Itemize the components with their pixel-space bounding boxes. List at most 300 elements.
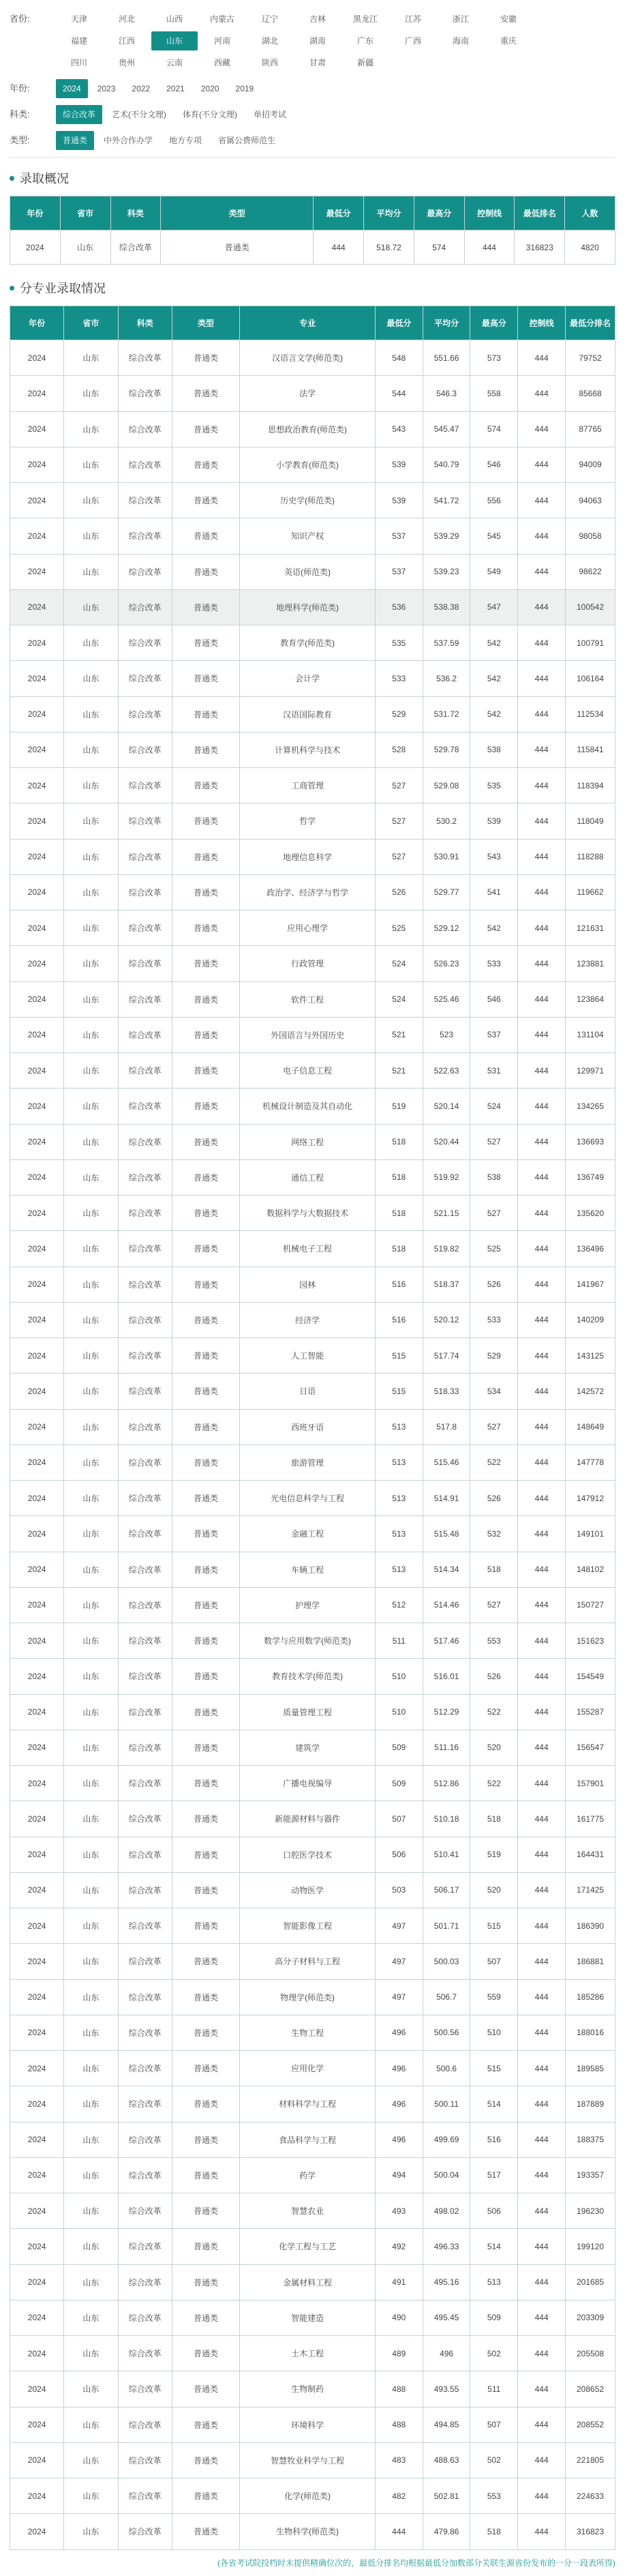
- table-cell: 141967: [566, 1267, 615, 1302]
- table-cell: 2024: [10, 1374, 64, 1409]
- province-filter: [10, 10, 615, 75]
- table-cell: 444: [518, 1908, 566, 1944]
- table-cell: 553: [470, 2478, 518, 2514]
- table-cell: 500.04: [423, 2157, 470, 2193]
- table-cell: 149101: [566, 1516, 615, 1552]
- table-cell: 539.23: [423, 554, 470, 589]
- table-cell: 509: [375, 1766, 423, 1801]
- table-cell: 201685: [566, 2264, 615, 2300]
- table-cell: 147778: [566, 1445, 615, 1480]
- table-cell: 普通类: [172, 589, 239, 625]
- table-cell: 2024: [10, 483, 64, 518]
- table-row: [10, 1409, 615, 1445]
- table-cell: 444: [518, 946, 566, 981]
- table-row: [10, 1231, 615, 1267]
- table-cell: 山东: [64, 625, 118, 661]
- table-cell: 综合改革: [118, 2193, 172, 2229]
- table-cell: 普通类: [172, 1445, 239, 1480]
- province-option[interactable]: 四川: [70, 58, 87, 68]
- table-cell: 507: [375, 1801, 423, 1837]
- table-cell: 2024: [10, 1516, 64, 1552]
- table-cell: 224633: [566, 2478, 615, 2514]
- table-cell: 497: [375, 1944, 423, 1979]
- table-cell: 531.72: [423, 696, 470, 732]
- table-row: [10, 839, 615, 874]
- table-cell: 通信工程: [240, 1159, 376, 1195]
- province-option[interactable]: 新疆: [356, 58, 374, 68]
- table-cell: 数学与应用数学(师范类): [240, 1623, 376, 1659]
- table-cell: 普通类: [172, 2051, 239, 2086]
- table-cell: 444: [518, 2229, 566, 2264]
- table-cell: 518.37: [423, 1267, 470, 1302]
- table-cell: 综合改革: [118, 1552, 172, 1587]
- table-cell: 药学: [240, 2157, 376, 2193]
- subject-option[interactable]: 单招考试: [254, 110, 287, 119]
- table-cell: 444: [518, 2478, 566, 2514]
- table-cell: 生物科学(师范类): [240, 2514, 376, 2549]
- table-cell: 500.03: [423, 1944, 470, 1979]
- table-cell: 山东: [64, 2015, 118, 2050]
- table-cell: 208552: [566, 2407, 615, 2442]
- table-cell: 522: [470, 1694, 518, 1730]
- province-option[interactable]: 山东: [151, 31, 198, 50]
- table-cell: 444: [518, 1516, 566, 1552]
- table-cell: 工商管理: [240, 768, 376, 803]
- table-row: [10, 625, 615, 661]
- table-cell: 2024: [10, 1979, 64, 2015]
- province-option[interactable]: 辽宁: [261, 14, 278, 24]
- majors-header-cell: 控制线: [518, 306, 566, 340]
- table-row: [10, 2478, 615, 2514]
- table-cell: 444: [518, 1196, 566, 1231]
- table-cell: 531: [470, 1053, 518, 1089]
- table-cell: 556: [470, 483, 518, 518]
- table-cell: 510: [375, 1659, 423, 1694]
- table-cell: 教育学(师范类): [240, 625, 376, 661]
- table-cell: 529.08: [423, 768, 470, 803]
- table-cell: 2024: [10, 1231, 64, 1267]
- province-option[interactable]: 江西: [118, 36, 135, 46]
- province-option[interactable]: 吉林: [309, 14, 326, 24]
- table-cell: 535: [470, 768, 518, 803]
- table-cell: 日语: [240, 1374, 376, 1409]
- table-cell: 哲学: [240, 803, 376, 839]
- table-cell: 2024: [10, 1159, 64, 1195]
- table-cell: 山东: [64, 1766, 118, 1801]
- table-row: [10, 1908, 615, 1944]
- year-option[interactable]: 2023: [97, 84, 116, 93]
- table-row: [10, 1196, 615, 1231]
- table-cell: 2024: [10, 803, 64, 839]
- table-cell: 综合改革: [118, 340, 172, 376]
- table-cell: 525: [375, 911, 423, 946]
- table-cell: 546: [470, 981, 518, 1017]
- table-cell: 普通类: [172, 696, 239, 732]
- table-cell: 综合改革: [118, 1231, 172, 1267]
- table-cell: 539.29: [423, 518, 470, 554]
- province-option[interactable]: 海南: [452, 36, 469, 46]
- table-cell: 494: [375, 2157, 423, 2193]
- table-cell: 综合改革: [118, 2371, 172, 2407]
- majors-header-cell: 科类: [118, 306, 172, 340]
- table-cell: 普通类: [172, 2193, 239, 2229]
- table-cell: 山东: [64, 1231, 118, 1267]
- province-option[interactable]: 贵州: [118, 58, 135, 68]
- table-cell: 2024: [10, 340, 64, 376]
- province-option[interactable]: 浙江: [452, 14, 469, 24]
- province-option[interactable]: 河北: [118, 14, 135, 24]
- table-cell: 2024: [10, 1302, 64, 1337]
- table-cell: 522.63: [423, 1053, 470, 1089]
- table-cell: 444: [518, 2015, 566, 2050]
- table-cell: 旅游管理: [240, 1445, 376, 1480]
- province-option[interactable]: 安徽: [500, 14, 517, 24]
- summary-cell: 518.72: [364, 231, 414, 265]
- table-cell: 134265: [566, 1089, 615, 1124]
- table-cell: 543: [375, 411, 423, 447]
- table-cell: 444: [518, 411, 566, 447]
- year-option[interactable]: 2021: [166, 84, 185, 93]
- province-option[interactable]: 福建: [70, 36, 87, 46]
- summary-cell: 综合改革: [110, 231, 161, 265]
- table-cell: 综合改革: [118, 1089, 172, 1124]
- table-row: [10, 1552, 615, 1587]
- table-cell: 527: [375, 803, 423, 839]
- table-cell: 444: [518, 2051, 566, 2086]
- table-cell: 2024: [10, 1338, 64, 1374]
- year-option[interactable]: 2024: [56, 79, 88, 98]
- table-cell: 533: [470, 946, 518, 981]
- type-filter-label: 类型:: [10, 135, 30, 145]
- table-cell: 综合改革: [118, 2514, 172, 2549]
- table-cell: 510: [470, 2015, 518, 2050]
- table-cell: 544: [375, 376, 423, 411]
- table-cell: 187889: [566, 2086, 615, 2122]
- year-filter-label: 年份:: [10, 83, 30, 93]
- table-cell: 山东: [64, 1944, 118, 1979]
- subject-options: [56, 105, 574, 127]
- table-row: [10, 1338, 615, 1374]
- table-cell: 山东: [64, 768, 118, 803]
- province-option[interactable]: 内蒙古: [209, 14, 234, 24]
- table-cell: 530.91: [423, 839, 470, 874]
- table-cell: 山东: [64, 2442, 118, 2478]
- table-cell: 历史学(师范类): [240, 483, 376, 518]
- table-cell: 123864: [566, 981, 615, 1017]
- table-cell: 444: [518, 1302, 566, 1337]
- table-cell: 综合改革: [118, 1374, 172, 1409]
- table-row: [10, 1694, 615, 1730]
- type-option[interactable]: 中外合作办学: [104, 136, 153, 145]
- table-cell: 山东: [64, 1196, 118, 1231]
- table-row: [10, 768, 615, 803]
- table-cell: 537: [470, 1017, 518, 1052]
- table-cell: 510.18: [423, 1801, 470, 1837]
- summary-cell: 山东: [60, 231, 110, 265]
- table-cell: 普通类: [172, 981, 239, 1017]
- table-cell: 山东: [64, 1587, 118, 1623]
- table-row: [10, 661, 615, 696]
- table-cell: 513: [375, 1552, 423, 1587]
- table-cell: 551.66: [423, 340, 470, 376]
- table-cell: 444: [518, 376, 566, 411]
- table-cell: 515: [470, 1908, 518, 1944]
- table-cell: 514: [470, 2086, 518, 2122]
- table-cell: 普通类: [172, 732, 239, 767]
- table-cell: 539: [375, 447, 423, 482]
- table-cell: 527: [375, 768, 423, 803]
- table-cell: 491: [375, 2264, 423, 2300]
- province-option[interactable]: 云南: [166, 58, 183, 68]
- table-cell: 527: [470, 1124, 518, 1159]
- table-cell: 185286: [566, 1979, 615, 2015]
- table-cell: 智慧农业: [240, 2193, 376, 2229]
- table-cell: 523: [423, 1017, 470, 1052]
- summary-header-cell: 省市: [60, 196, 110, 231]
- table-cell: 普通类: [172, 946, 239, 981]
- table-cell: 529: [470, 1338, 518, 1374]
- province-option[interactable]: 广东: [356, 36, 374, 46]
- table-cell: 政治学、经济学与哲学: [240, 874, 376, 910]
- table-cell: 普通类: [172, 2157, 239, 2193]
- table-cell: 515: [375, 1374, 423, 1409]
- province-option[interactable]: 黑龙江: [352, 14, 378, 24]
- section-bullet-icon: [10, 286, 14, 291]
- majors-header-cell: 类型: [172, 306, 239, 340]
- table-cell: 2024: [10, 911, 64, 946]
- summary-header-cell: 最高分: [414, 196, 464, 231]
- table-cell: 普通类: [172, 1552, 239, 1587]
- table-cell: 520.14: [423, 1089, 470, 1124]
- province-option[interactable]: 江苏: [404, 14, 421, 24]
- table-cell: 普通类: [172, 1837, 239, 1872]
- table-cell: 444: [518, 2193, 566, 2229]
- table-cell: 444: [518, 1837, 566, 1872]
- majors-header-cell: 平均分: [423, 306, 470, 340]
- table-row: [10, 1872, 615, 1908]
- table-cell: 188375: [566, 2122, 615, 2157]
- table-cell: 444: [518, 768, 566, 803]
- table-cell: 509: [375, 1730, 423, 1765]
- table-cell: 金属材料工程: [240, 2264, 376, 2300]
- table-cell: 171425: [566, 1872, 615, 1908]
- table-row: [10, 554, 615, 589]
- province-option[interactable]: 湖北: [261, 36, 278, 46]
- table-cell: 山东: [64, 2193, 118, 2229]
- table-cell: 539: [375, 483, 423, 518]
- table-cell: 山东: [64, 1089, 118, 1124]
- table-cell: 普通类: [172, 2407, 239, 2442]
- type-option[interactable]: 普通类: [56, 131, 94, 150]
- table-cell: 444: [518, 2086, 566, 2122]
- table-cell: 综合改革: [118, 518, 172, 554]
- summary-header-row: [10, 196, 615, 231]
- table-cell: 510: [375, 1694, 423, 1730]
- province-option[interactable]: 陕西: [261, 58, 278, 68]
- table-cell: 513: [375, 1409, 423, 1445]
- subject-option[interactable]: 体育(不分文理): [183, 110, 238, 119]
- table-cell: 综合改革: [118, 946, 172, 981]
- summary-title-text: 录取概况: [20, 172, 69, 186]
- table-cell: 526: [470, 1267, 518, 1302]
- table-cell: 山东: [64, 447, 118, 482]
- table-cell: 444: [518, 518, 566, 554]
- table-cell: 2024: [10, 2264, 64, 2300]
- table-cell: 542: [470, 625, 518, 661]
- table-cell: 444: [518, 1124, 566, 1159]
- table-cell: 533: [375, 661, 423, 696]
- province-option[interactable]: 天津: [70, 14, 87, 24]
- table-cell: 496: [423, 2336, 470, 2371]
- table-row: [10, 946, 615, 981]
- table-cell: 普通类: [172, 1231, 239, 1267]
- province-option[interactable]: 重庆: [500, 36, 517, 46]
- table-cell: 山东: [64, 2086, 118, 2122]
- table-cell: 516.01: [423, 1659, 470, 1694]
- table-cell: 87765: [566, 411, 615, 447]
- table-cell: 444: [518, 874, 566, 910]
- table-cell: 山东: [64, 1481, 118, 1516]
- table-cell: 普通类: [172, 1872, 239, 1908]
- table-row: [10, 1374, 615, 1409]
- table-cell: 553: [470, 1623, 518, 1659]
- table-cell: 山东: [64, 411, 118, 447]
- table-cell: 199120: [566, 2229, 615, 2264]
- table-cell: 444: [518, 1801, 566, 1837]
- table-row: [10, 2514, 615, 2549]
- table-cell: 山东: [64, 1837, 118, 1872]
- table-cell: 地理信息科学: [240, 839, 376, 874]
- table-cell: 综合改革: [118, 2051, 172, 2086]
- table-cell: 2024: [10, 696, 64, 732]
- year-filter: [10, 79, 615, 101]
- table-row: [10, 411, 615, 447]
- table-cell: 519.92: [423, 1159, 470, 1195]
- subject-option[interactable]: 综合改革: [56, 105, 102, 124]
- table-cell: 541: [470, 874, 518, 910]
- table-cell: 2024: [10, 1872, 64, 1908]
- table-cell: 生物工程: [240, 2015, 376, 2050]
- table-cell: 山东: [64, 1338, 118, 1374]
- table-cell: 221805: [566, 2442, 615, 2478]
- table-cell: 151623: [566, 1623, 615, 1659]
- province-option[interactable]: 湖南: [309, 36, 326, 46]
- type-option[interactable]: 省属公费师范生: [218, 136, 276, 145]
- table-cell: 综合改革: [118, 1766, 172, 1801]
- table-cell: 山东: [64, 589, 118, 625]
- table-cell: 山东: [64, 2371, 118, 2407]
- table-cell: 2024: [10, 376, 64, 411]
- table-cell: 510.41: [423, 1837, 470, 1872]
- table-row: [10, 2122, 615, 2157]
- table-cell: 98622: [566, 554, 615, 589]
- subject-option[interactable]: 艺术(不分文理): [112, 110, 167, 119]
- province-option[interactable]: 广西: [404, 36, 421, 46]
- table-row: [10, 803, 615, 839]
- table-cell: 514.91: [423, 1481, 470, 1516]
- table-cell: 506: [470, 2193, 518, 2229]
- table-cell: 140209: [566, 1302, 615, 1337]
- table-cell: 普通类: [172, 1730, 239, 1765]
- type-option[interactable]: 地方专项: [169, 136, 202, 145]
- table-cell: 普通类: [172, 447, 239, 482]
- year-option[interactable]: 2020: [200, 84, 219, 93]
- table-cell: 444: [518, 554, 566, 589]
- table-row: [10, 2015, 615, 2050]
- table-cell: 普通类: [172, 340, 239, 376]
- summary-header-cell: 人数: [565, 196, 615, 231]
- table-cell: 524: [470, 1089, 518, 1124]
- table-cell: 山东: [64, 661, 118, 696]
- table-cell: 小学教育(师范类): [240, 447, 376, 482]
- table-cell: 2024: [10, 2478, 64, 2514]
- table-cell: 综合改革: [118, 874, 172, 910]
- majors-table: [10, 306, 615, 2550]
- table-cell: 山东: [64, 1445, 118, 1480]
- table-cell: 山东: [64, 1374, 118, 1409]
- table-cell: 503: [375, 1872, 423, 1908]
- table-cell: 普通类: [172, 1694, 239, 1730]
- table-cell: 综合改革: [118, 911, 172, 946]
- table-row: [10, 518, 615, 554]
- table-cell: 普通类: [172, 1159, 239, 1195]
- province-option[interactable]: 山西: [166, 14, 183, 24]
- table-cell: 540.79: [423, 447, 470, 482]
- table-cell: 综合改革: [118, 661, 172, 696]
- table-cell: 574: [470, 411, 518, 447]
- table-cell: 559: [470, 1979, 518, 2015]
- table-cell: 综合改革: [118, 2157, 172, 2193]
- summary-cell: 普通类: [161, 231, 314, 265]
- table-cell: 山东: [64, 732, 118, 767]
- table-cell: 山东: [64, 981, 118, 1017]
- table-cell: 山东: [64, 2122, 118, 2157]
- table-cell: 山东: [64, 1053, 118, 1089]
- table-cell: 普通类: [172, 2442, 239, 2478]
- province-option[interactable]: 河南: [213, 36, 230, 46]
- table-cell: 山东: [64, 2478, 118, 2514]
- table-cell: 497: [375, 1979, 423, 2015]
- year-option[interactable]: 2022: [132, 84, 151, 93]
- table-cell: 山东: [64, 1872, 118, 1908]
- table-cell: 2024: [10, 2442, 64, 2478]
- table-cell: 444: [518, 839, 566, 874]
- province-option[interactable]: 甘肃: [309, 58, 326, 68]
- table-cell: 444: [518, 1730, 566, 1765]
- province-option[interactable]: 西藏: [213, 58, 230, 68]
- table-cell: 护理学: [240, 1587, 376, 1623]
- table-cell: 综合改革: [118, 1017, 172, 1052]
- table-cell: 100791: [566, 625, 615, 661]
- table-cell: 444: [518, 2300, 566, 2335]
- table-cell: 518: [375, 1159, 423, 1195]
- table-cell: 综合改革: [118, 2229, 172, 2264]
- table-cell: 538: [470, 732, 518, 767]
- table-cell: 2024: [10, 2336, 64, 2371]
- table-cell: 500.56: [423, 2015, 470, 2050]
- table-cell: 518: [470, 1552, 518, 1587]
- table-cell: 444: [518, 1481, 566, 1516]
- table-cell: 山东: [64, 1017, 118, 1052]
- table-cell: 机械电子工程: [240, 1231, 376, 1267]
- table-cell: 普通类: [172, 2478, 239, 2514]
- year-option[interactable]: 2019: [235, 84, 254, 93]
- summary-cell: 444: [314, 231, 364, 265]
- table-row: [10, 1089, 615, 1124]
- table-row: [10, 340, 615, 376]
- table-cell: 536: [375, 589, 423, 625]
- table-cell: 444: [518, 1659, 566, 1694]
